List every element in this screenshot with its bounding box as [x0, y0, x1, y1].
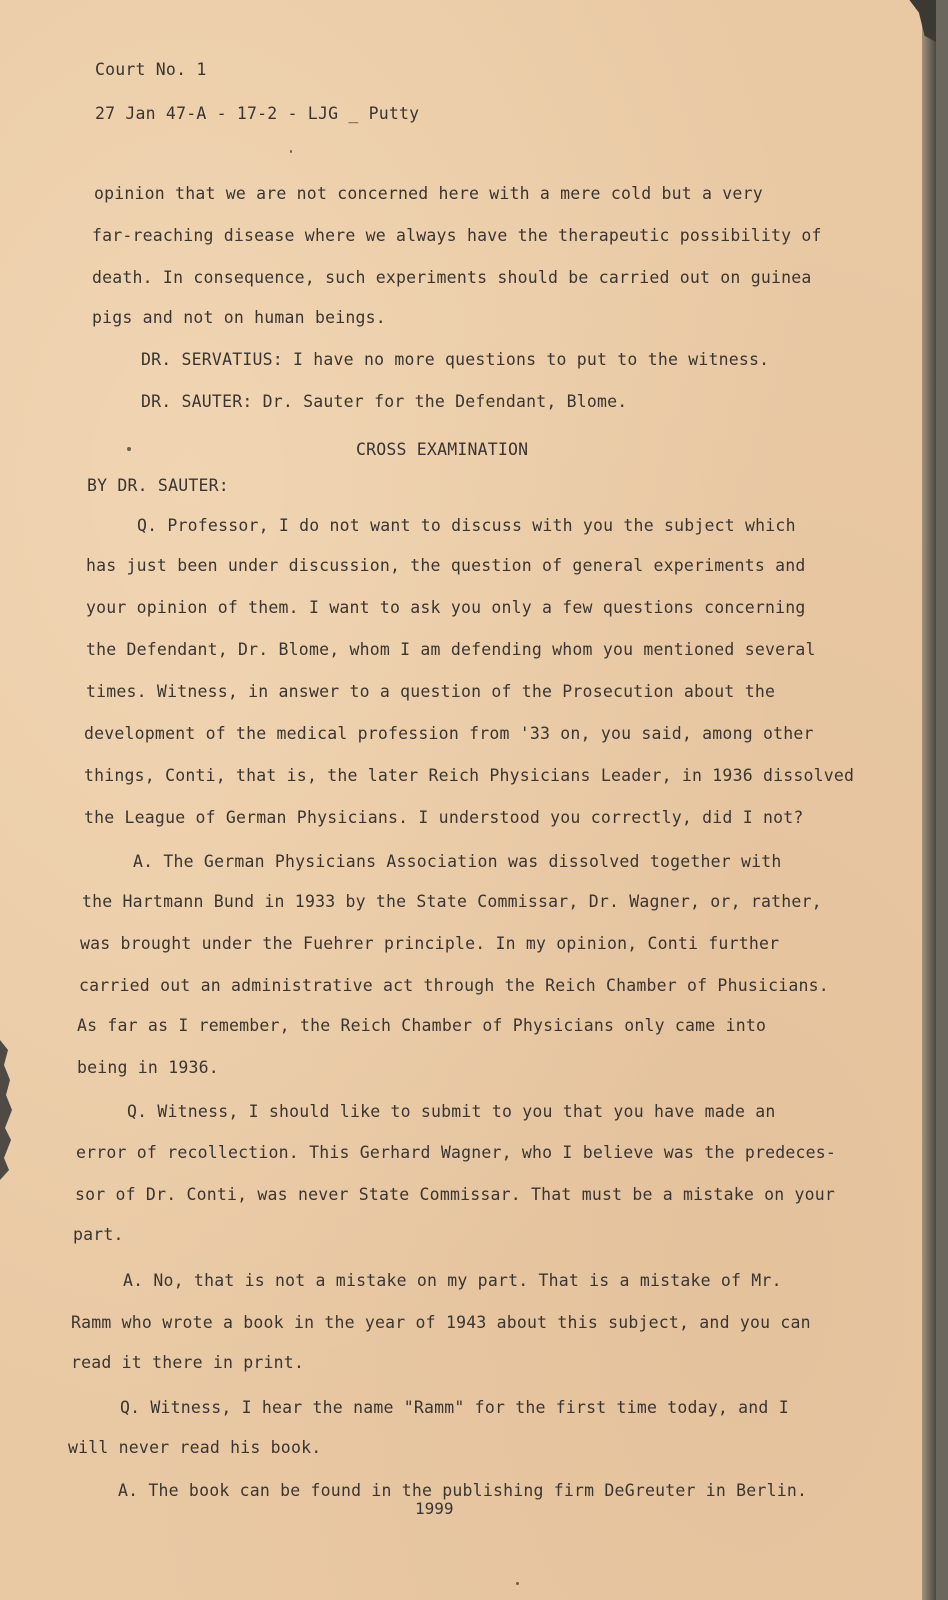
text-line-23: Q. Witness, I should like to submit to you that you have made an [127, 1102, 776, 1121]
text-line-20: carried out an administrative act through the Reich Chamber of Phusicians. [79, 976, 829, 995]
transcript-reference: 27 Jan 47-A - 17-2 - LJG _ Putty [95, 104, 420, 123]
text-line-27: A. No, that is not a mistake on my part. That is a mistake of Mr. [123, 1271, 782, 1290]
text-line-11: your opinion of them. I want to ask you only a few questions concerning [86, 598, 806, 617]
ink-speck [290, 150, 292, 153]
text-line-21: As far as I remember, the Reich Chamber of Physicians only came into [77, 1016, 767, 1035]
torn-left-edge [0, 1040, 18, 1180]
text-line-25: sor of Dr. Conti, was never State Commissar. That must be a mistake on your [75, 1185, 836, 1204]
text-line-17: A. The German Physicians Association was dissolved together with [133, 852, 782, 871]
text-line-9: Q. Professor, I do not want to discuss with you the subject which [137, 516, 796, 535]
torn-corner [898, 0, 936, 42]
text-line-2: far-reaching disease where we always have the therapeutic possibility of [92, 226, 822, 245]
text-line-13: times. Witness, in answer to a question of the Prosecution about the [86, 682, 776, 701]
text-line-5: DR. SERVATIUS: I have no more questions to put to the witness. [141, 350, 770, 369]
text-line-18: the Hartmann Bund in 1933 by the State Commissar, Dr. Wagner, or, rather, [82, 892, 822, 911]
text-line-1: opinion that we are not concerned here with a mere cold but a very [94, 184, 763, 203]
text-line-12: the Defendant, Dr. Blome, whom I am defending whom you mentioned several [86, 640, 816, 659]
ink-speck [127, 447, 131, 451]
text-line-32: A. The book can be found in the publishing firm DeGreuter in Berlin. [118, 1481, 808, 1500]
section-heading: CROSS EXAMINATION [356, 440, 529, 459]
text-line-10: has just been under discussion, the question of general experiments and [86, 556, 806, 575]
text-line-6: DR. SAUTER: Dr. Sauter for the Defendant, Blome. [141, 392, 628, 411]
text-line-22: being in 1936. [77, 1058, 219, 1077]
page-number: 1999 [415, 1499, 454, 1518]
text-line-16: the League of German Physicians. I understood you correctly, did I not? [84, 808, 804, 827]
court-number: Court No. 1 [95, 60, 207, 79]
text-line-31: will never read his book. [68, 1438, 322, 1457]
text-line-30: Q. Witness, I hear the name "Ramm" for the first time today, and I [120, 1398, 789, 1417]
text-line-15: things, Conti, that is, the later Reich Physicians Leader, in 1936 dissolved [84, 766, 855, 785]
page-edge [922, 0, 936, 1600]
text-line-24: error of recollection. This Gerhard Wagner, who I believe was the predeces- [76, 1143, 837, 1162]
text-line-14: development of the medical profession from '33 on, you said, among other [84, 724, 814, 743]
examiner-line: BY DR. SAUTER: [87, 476, 229, 495]
text-line-4: pigs and not on human beings. [92, 308, 386, 327]
text-line-28: Ramm who wrote a book in the year of 1943 about this subject, and you can [71, 1313, 811, 1332]
text-line-3: death. In consequence, such experiments should be carried out on guinea [92, 268, 812, 287]
text-line-29: read it there in print. [71, 1353, 305, 1372]
text-line-19: was brought under the Fuehrer principle. In my opinion, Conti further [80, 934, 780, 953]
text-line-26: part. [73, 1225, 124, 1244]
ink-speck [516, 1582, 519, 1585]
